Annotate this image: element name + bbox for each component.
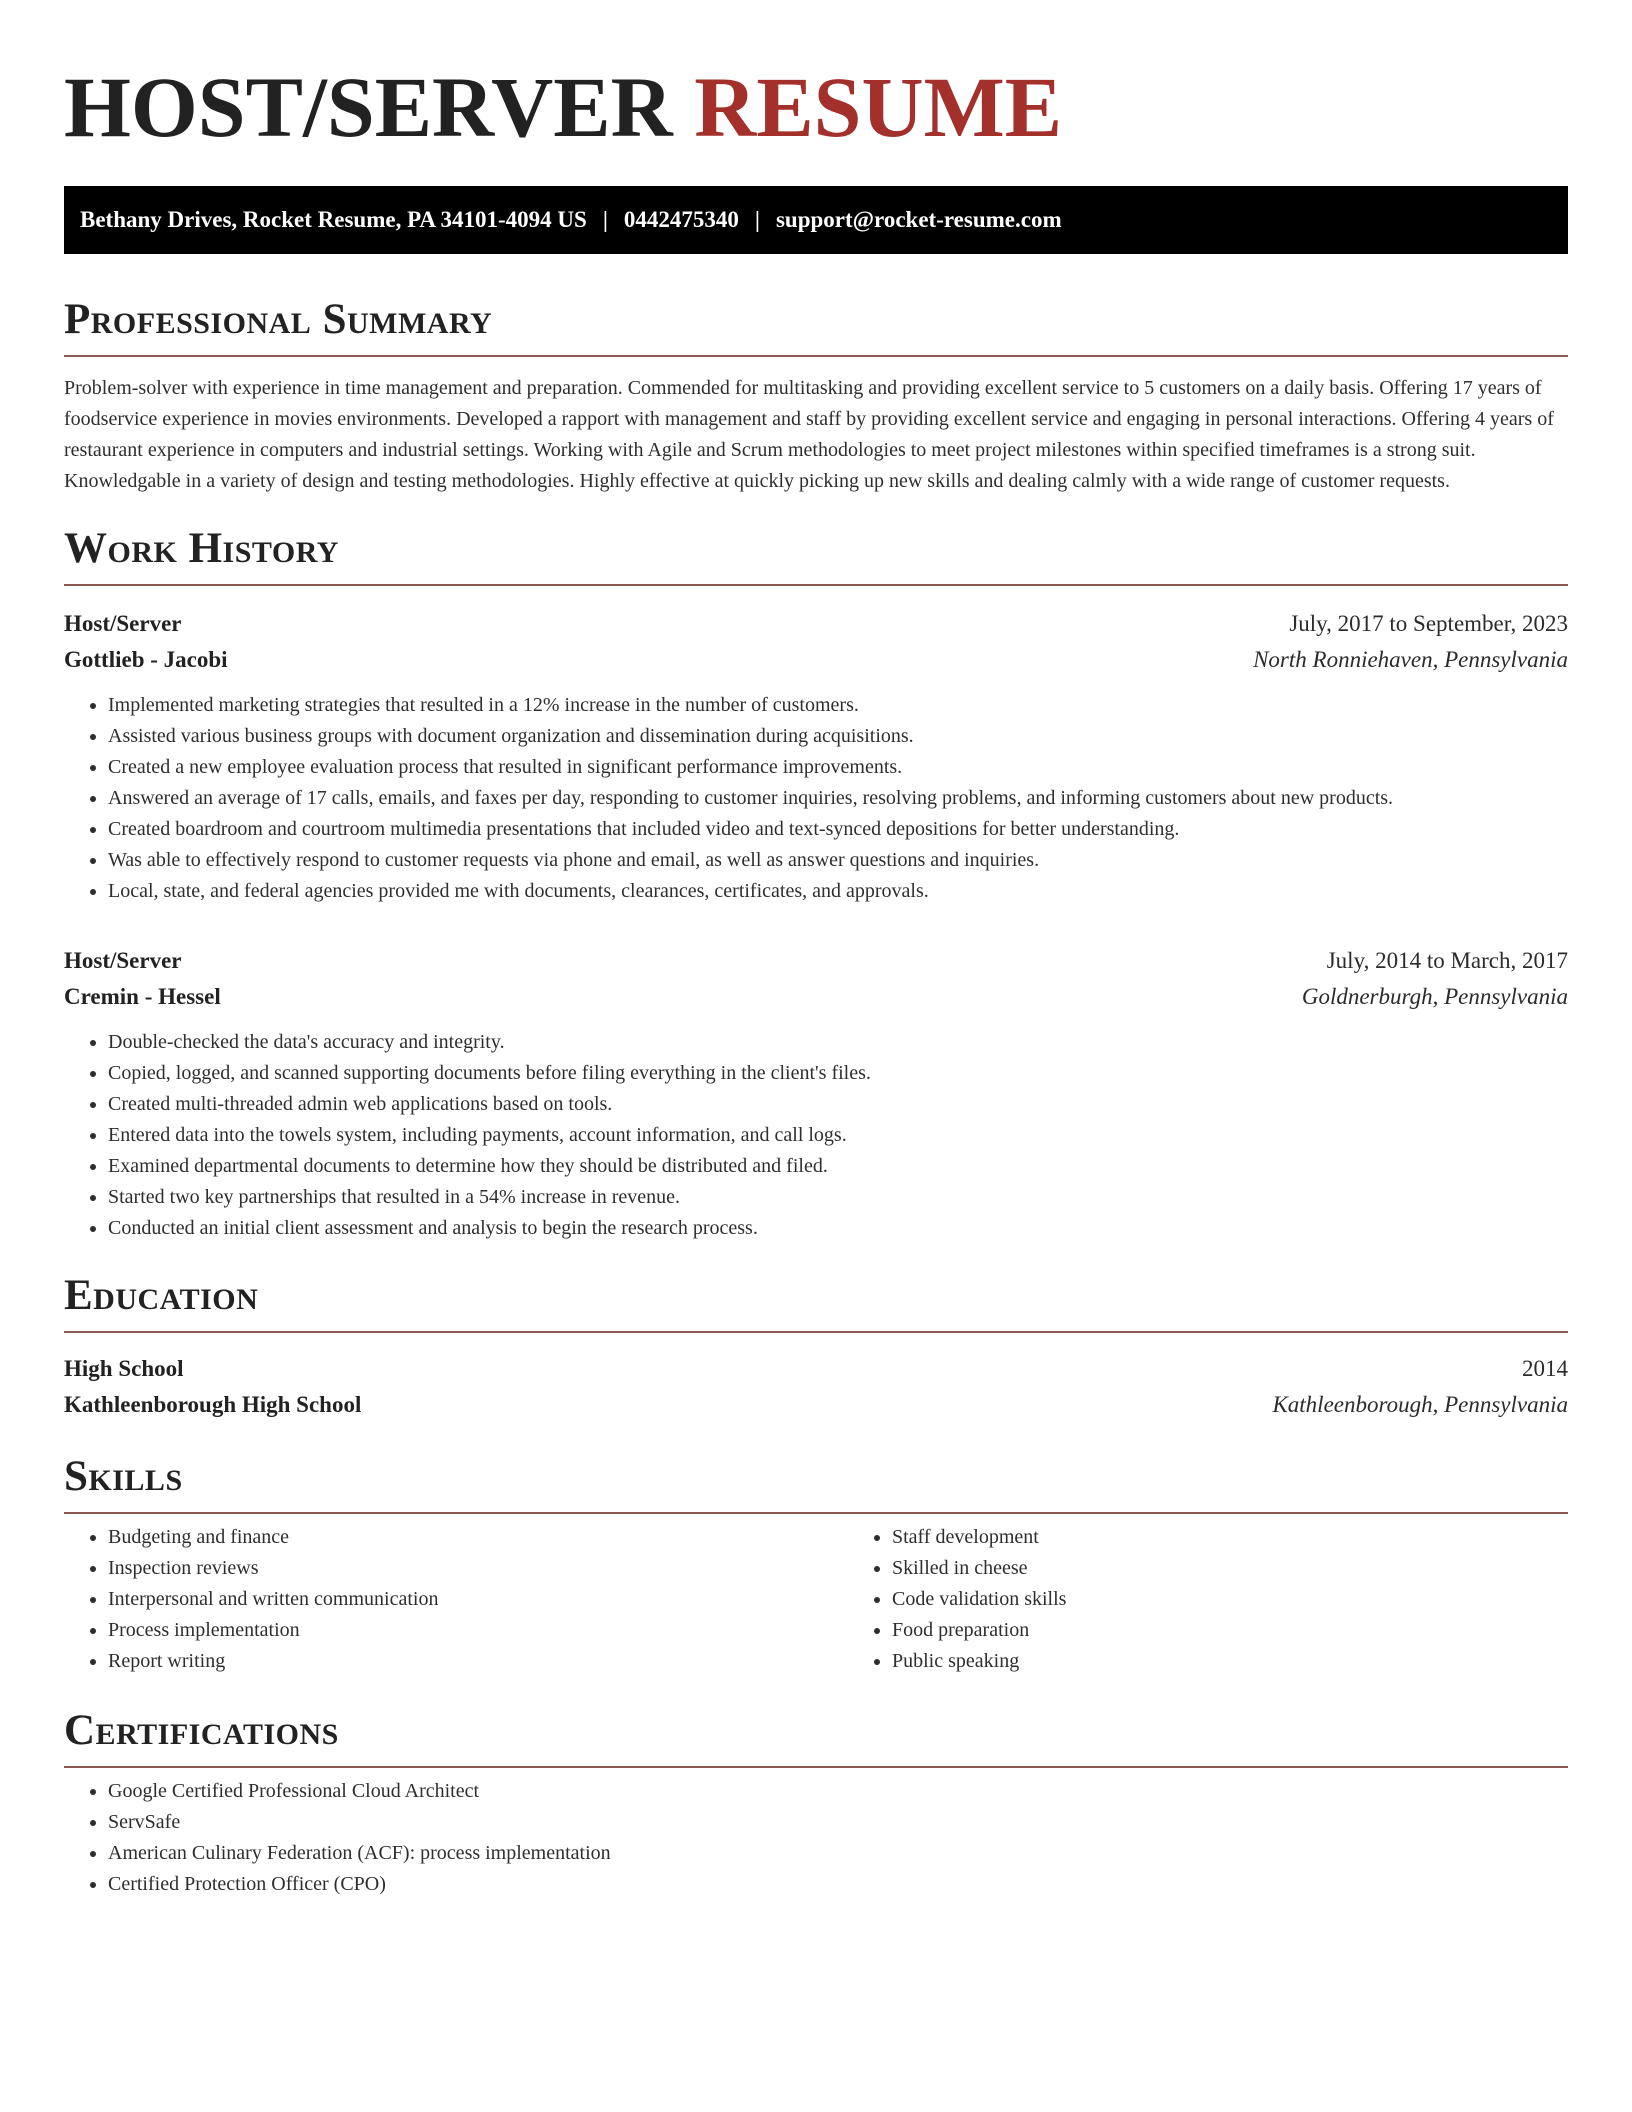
list-item: • Created a new employee evaluation process that resulted in significant performance improvements. — [108, 752, 1568, 783]
list-item: • ServSafe — [108, 1807, 1568, 1838]
section-divider — [64, 584, 1568, 586]
job-title: Host/Server — [64, 948, 182, 973]
list-item: • Entered data into the towels system, including payments, account information, and call logs. — [108, 1120, 1568, 1151]
list-item: • Public speaking — [892, 1646, 1066, 1677]
list-item: • Created multi-threaded admin web applications based on tools. — [108, 1089, 1568, 1120]
list-item: • Skilled in cheese — [892, 1553, 1066, 1584]
job-entry — [64, 606, 1568, 907]
job-location: North Ronniehaven, Pennsylvania — [1253, 647, 1568, 672]
contact-phone: 0442475340 — [623, 207, 739, 232]
title-accent: RESUME — [694, 59, 1063, 155]
list-item: • Certified Protection Officer (CPO) — [108, 1869, 1568, 1900]
list-item: • Process implementation — [108, 1615, 848, 1646]
section-title-education: Education — [64, 1272, 259, 1319]
list-item: • Budgeting and finance — [108, 1522, 848, 1553]
skills-column-left — [64, 1522, 848, 1677]
skills-list — [64, 1522, 1568, 1677]
list-item: • Was able to effectively respond to customer requests via phone and email, as well as answer questions and inquiries. — [108, 845, 1568, 876]
section-title-summary: Professional Summary — [64, 296, 493, 343]
list-item: • Started two key partnerships that resulted in a 54% increase in revenue. — [108, 1182, 1568, 1213]
job-dates: July, 2014 to March, 2017 — [1326, 948, 1568, 973]
job-header-row — [64, 606, 1568, 642]
contact-separator: | — [602, 207, 608, 232]
job-title: Host/Server — [64, 611, 182, 636]
resume-title — [64, 59, 1568, 155]
list-item: • Staff development — [892, 1522, 1066, 1553]
job-location: Goldnerburgh, Pennsylvania — [1301, 984, 1568, 1009]
section-divider — [64, 1766, 1568, 1768]
list-item: • Food preparation — [892, 1615, 1066, 1646]
contact-bar — [64, 186, 1568, 254]
education-entry — [64, 1351, 1568, 1423]
list-item: • Answered an average of 17 calls, emails, and faxes per day, responding to customer inquiries, resolving problems, and informing customers about new products. — [108, 783, 1568, 814]
job-company-row — [64, 642, 1568, 678]
list-item: • Assisted various business groups with document organization and dissemination during acquisitions. — [108, 721, 1568, 752]
job-company: Gottlieb - Jacobi — [64, 647, 228, 672]
list-item: • Google Certified Professional Cloud Architect — [108, 1776, 1568, 1807]
certifications-list — [64, 1776, 1568, 1900]
section-title-certifications: Certifications — [64, 1707, 339, 1754]
contact-address: Bethany Drives, Rocket Resume, PA 34101-4094 US — [80, 207, 587, 232]
section-divider — [64, 1512, 1568, 1514]
section-divider — [64, 355, 1568, 357]
job-company: Cremin - Hessel — [64, 984, 221, 1009]
list-item: • Local, state, and federal agencies provided me with documents, clearances, certificates, and approvals. — [108, 876, 1568, 907]
job-bullets — [64, 1027, 1568, 1244]
list-item: • Implemented marketing strategies that resulted in a 12% increase in the number of customers. — [108, 690, 1568, 721]
education-year: 2014 — [1522, 1356, 1568, 1381]
job-company-row — [64, 979, 1568, 1015]
education-header-row — [64, 1351, 1568, 1387]
job-entry — [64, 943, 1568, 1244]
section-title-skills: Skills — [64, 1453, 183, 1500]
education-degree: High School — [64, 1356, 184, 1381]
section-divider — [64, 1331, 1568, 1333]
education-location: Kathleenborough, Pennsylvania — [1272, 1392, 1568, 1417]
job-dates: July, 2017 to September, 2023 — [1289, 611, 1568, 636]
education-school: Kathleenborough High School — [64, 1392, 362, 1417]
skills-column-right — [848, 1522, 1066, 1677]
education-school-row — [64, 1387, 1568, 1423]
list-item: • Double-checked the data's accuracy and integrity. — [108, 1027, 1568, 1058]
list-item: • Examined departmental documents to determine how they should be distributed and filed. — [108, 1151, 1568, 1182]
list-item: • Report writing — [108, 1646, 848, 1677]
list-item: • American Culinary Federation (ACF): process implementation — [108, 1838, 1568, 1869]
list-item: • Code validation skills — [892, 1584, 1066, 1615]
list-item: • Conducted an initial client assessment and analysis to begin the research process. — [108, 1213, 1568, 1244]
job-header-row — [64, 943, 1568, 979]
section-title-work-history: Work History — [64, 525, 339, 572]
list-item: • Inspection reviews — [108, 1553, 848, 1584]
contact-email: support@rocket-resume.com — [775, 207, 1062, 232]
title-main: HOST/SERVER — [64, 59, 673, 155]
list-item: • Interpersonal and written communication — [108, 1584, 848, 1615]
job-bullets — [64, 690, 1568, 907]
contact-separator: | — [754, 207, 760, 232]
list-item: • Copied, logged, and scanned supporting documents before filing everything in the client's files. — [108, 1058, 1568, 1089]
summary-text: Problem-solver with experience in time management and preparation. Commended for multitasking and providing excellent service to 5 customers on a daily basis. Offering 17 years of foodservice experience in movies environments. Developed a rapport with management and staff by providing excellent service and engaging in personal interactions. Offering 4 years of restaurant experience in computers and industrial settings. Working with Agile and Scrum methodologies to meet project milestones within specified timeframes is a strong suit. Knowledgable in a variety of design and testing methodologies. Highly effective at quickly picking up new skills and dealing calmly with a wide range of customer requests. — [64, 377, 1554, 492]
list-item: • Created boardroom and courtroom multimedia presentations that included video and text-synced depositions for better understanding. — [108, 814, 1568, 845]
